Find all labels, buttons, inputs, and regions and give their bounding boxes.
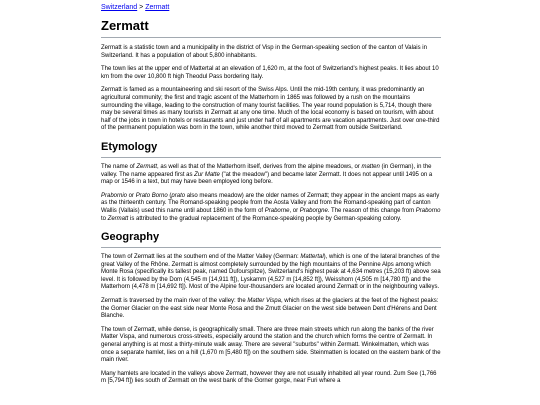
italic-term: Zur Matte [194,171,220,178]
italic-term: Zermatt [107,215,129,222]
text-run: , as well as that of the Matterhorn itself, derives from the alpine meadows, or [157,163,362,170]
geography-paragraph-2 [101,298,441,321]
italic-term: matten [361,163,380,170]
text-run: The name of [101,163,137,170]
text-run: (in German), in the valley. The name appeared first as [101,163,432,178]
breadcrumb-separator: > [139,4,144,11]
etymology-paragraph-2 [101,193,441,223]
text-run: . The reason of this change from [327,207,416,214]
italic-term: Zermatt [136,163,158,170]
intro-paragraph-1: Zermatt is a statistic town and a municipality in the district of Visp in the German-speaking section of the canton of Valais in Switzerland. It has a population of about 5,800 inhabitants. [101,45,427,59]
text-run: ), which is one of the lateral branches of the great Valley of the Rhône. Zermatt is almost completely surrounded by the high mountains of the Pennine Alps among which Monte Rosa (specifically its tallest peak, named Dufourspitze), Switzerland's highest peak at 4,634 metres (15,203 ft) above sea level. It is followed by the Dom (4,545 m [14,911 ft]), Lyskamm (4,527 m [14,852 ft]), Weisshorn (4,505 m [14,780 ft]) and the Matterhorn (4,478 m [14,692 ft]). Most of the Alpine four-thousanders are located around Zermatt or in the neighbouring valleys. [101,254,441,291]
italic-term: Matter Vispa [247,298,281,305]
italic-term: Mattertal [300,254,324,261]
text-run: is attributed to the gradual replacement of the Romance-speaking people by German-speaking colony. [128,215,402,222]
text-run: Zermatt is traversed by the main river of the valley: the [101,298,248,305]
text-run: , or [289,207,300,214]
intro-paragraph-2: The town lies at the upper end of Mattertal at an elevation of 1,620 m, at the foot of Switzerland's highest peaks. It lies about 10 km from the over 10,800 ft high Theodul Pass bordering Italy. [101,66,439,80]
text-run: or [127,192,136,199]
text-run: ("at the meadow") and became later Zermatt. It does not appear until 1495 on a map or 1546 in a text, but may have been employed long before. [101,171,433,186]
text-run: ( [167,192,172,199]
italic-term: Praborno [415,207,441,214]
italic-term: Prabornio [101,192,128,199]
text-run: , which rises at the glaciers at the feet of the highest peaks: the Gorner Glacier on the east side near Monte Rosa and the Zmutt Glacier on the west side between Dent d'Hérens and Dent Blanche. [101,298,439,320]
breadcrumb-link-switzerland[interactable]: Switzerland [101,4,138,11]
italic-term: Praborne [264,207,290,214]
intro-paragraph-3: Zermatt is famed as a mountaineering and ski resort of the Swiss Alps. Until the mid-19th century, it was predominantly an agricultural community; the first and tragic ascent of the Matterhorn in 1865 was followed by a rush on the mountains surrounding the village, leading to the construction of many tourist facilities. The year round population is 5,714, though there may be several times as many tourists in Zermatt at any one time. Much of the local economy is based on tourism, with about half of the jobs in town in hotels or restaurants and just under half of all apartments are vacation apartments. Just over one-third of the permanent population was born in the town, while another third moved to Zermatt from outside Switzerland. [101,87,440,132]
italic-term: Prato Borno [135,192,168,199]
article [101,0,441,386]
text-run: also means meadow) are the older names of Zermatt; they appear in the ancient maps as early as the thirteenth century. The Romand-speaking people from the Aosta Valley and from the Romand-speaking part of canton Wallis (Vallais) used this name until about 1860 in the form of [101,192,440,214]
heading-geography: Geography [101,231,441,248]
breadcrumb-link-zermatt[interactable]: Zermatt [145,4,170,11]
geography-paragraph-3: The town of Zermatt, while dense, is geographically small. There are three main streets which run along the banks of the river Matter Vispa, and numerous cross-streets, especially around the station and the church which forms the centre of Zermatt. In general anything is at most a thirty-minute walk away. There are several "suburbs" within Zermatt. Winkelmatten, which was once a separate hamlet, lies on a hill (1,670 m [5,480 ft]) on the southern side. Steinmatten is located on the eastern bank of the main river. [101,326,441,364]
breadcrumb [101,3,441,12]
text-run: The town of Zermatt lies at the southern end of the Matter Valley (German: [101,254,301,261]
italic-term: prato [171,192,186,199]
page-title: Zermatt [101,18,441,38]
geography-paragraph-4: Many hamlets are located in the valleys above Zermatt, however they are not usually inhabited all year round. Zum See (1,766 m [5,794 ft]) lies south of Zermatt on the west bank of the Gorner gorge, near Furi where a [101,370,437,385]
geography-paragraph-1 [101,254,441,292]
text-run: to [101,215,108,222]
etymology-paragraph-1 [101,164,441,187]
heading-etymology: Etymology [101,141,441,158]
italic-term: Praborgne [299,207,328,214]
